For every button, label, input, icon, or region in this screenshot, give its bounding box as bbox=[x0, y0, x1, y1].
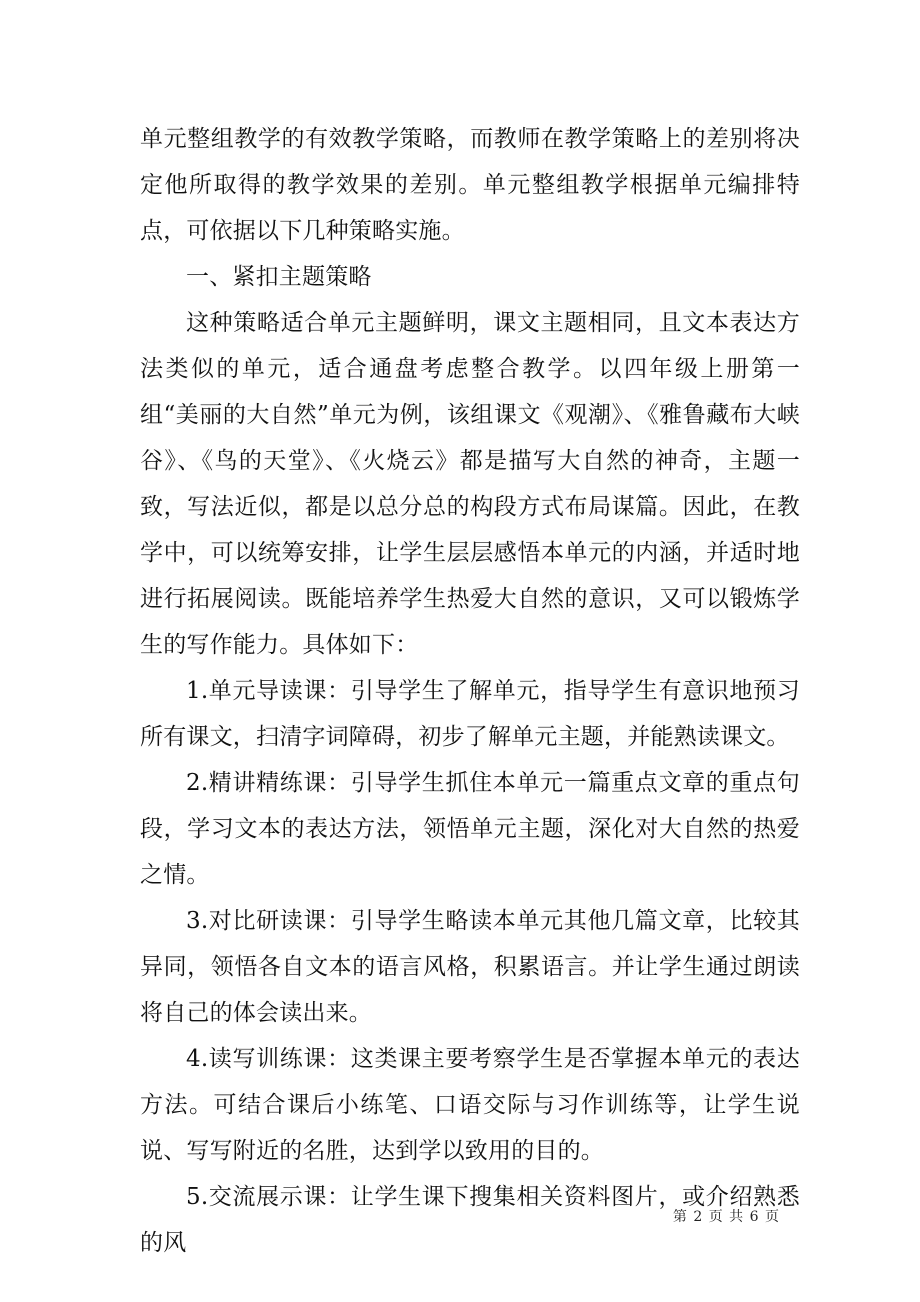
paragraph-continuation: 单元整组教学的有效教学策略，而教师在教学策略上的差别将决定他所取得的教学效果的差别。单元整组教学根据单元编排特点，可依据以下几种策略实施。 bbox=[140, 126, 800, 244]
paragraph-strategy-intro: 这种策略适合单元主题鲜明，课文主题相同，且文本表达方法类似的单元，适合通盘考虑整合教学。以四年级上册第一组“美丽的大自然”单元为例，该组课文《观潮》、《雅鲁藏布大峡谷》、《鸟的天堂》、《火烧云》都是描写大自然的神奇，主题一致，写法近似，都是以总分总的构段方式布局谋篇。因此，在教学中，可以统筹安排，让学生层层感悟本单元的内涵，并适时地进行拓展阅读。既能培养学生热爱大自然的意识，又可以锻炼学生的写作能力。具体如下： bbox=[140, 310, 800, 658]
body-text bbox=[140, 116, 800, 1266]
list-item-3: 3.对比研读课：引导学生略读本单元其他几篇文章，比较其异同，领悟各自文本的语言风格，积累语言。并让学生通过朗读将自己的体会读出来。 bbox=[140, 908, 800, 1026]
list-item-1: 1.单元导读课：引导学生了解单元，指导学生有意识地预习所有课文，扫清字词障碍，初步了解单元主题，并能熟读课文。 bbox=[140, 678, 800, 750]
section-heading: 一、紧扣主题策略 bbox=[186, 264, 372, 290]
list-item-5: 5.交流展示课：让学生课下搜集相关资料图片，或介绍熟悉的风 bbox=[140, 1184, 800, 1256]
page-number: 第 2 页 共 6 页 bbox=[672, 1209, 780, 1225]
list-item-4: 4.读写训练课：这类课主要考察学生是否掌握本单元的表达方法。可结合课后小练笔、口语交际与习作训练等，让学生说说、写写附近的名胜，达到学以致用的目的。 bbox=[140, 1046, 800, 1164]
list-item-2: 2.精讲精练课：引导学生抓住本单元一篇重点文章的重点句段，学习文本的表达方法，领悟单元主题，深化对大自然的热爱之情。 bbox=[140, 770, 800, 888]
